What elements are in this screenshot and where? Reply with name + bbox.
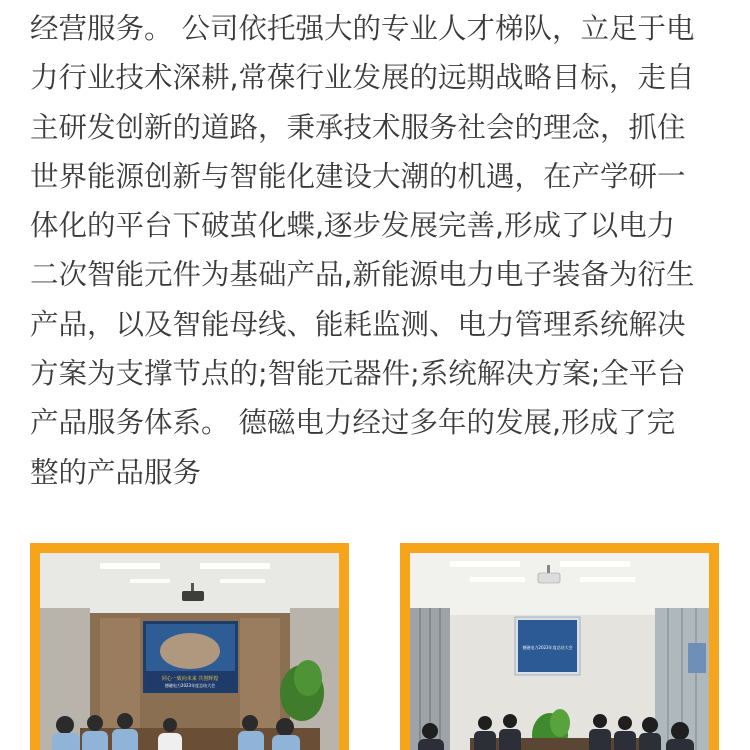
article-line: 产品服务体系。 德磁电力经过多年的发展,形成了完 xyxy=(30,406,676,440)
left-screen-title: 同心一致向未来 共创辉煌 xyxy=(161,676,219,682)
right-screen-title: 德磁电力2023年度总结大会 xyxy=(522,645,573,650)
article-line: 世界能源创新与智能化建设大潮的机遇，在产学研一 xyxy=(30,159,686,193)
article-line: 经营服务。 公司依托强大的专业人才梯队，立足于电 xyxy=(30,12,695,45)
article-line: 方案为支撑节点的;智能元器件;系统解决方案;全平台 xyxy=(30,357,686,391)
article-line: 主研发创新的道路，秉承技术服务社会的理念，抓住 xyxy=(30,110,686,144)
article-line: 整的产品服务 xyxy=(30,455,202,489)
left-screen-subtitle: 德磁电力2023年度总结大会 xyxy=(164,683,216,688)
conference-room-illustration xyxy=(410,553,709,750)
meeting-photo-right[interactable] xyxy=(400,543,719,750)
meeting-room-illustration xyxy=(40,553,339,750)
meeting-photo-left[interactable] xyxy=(30,543,349,750)
article-line: 产品，以及智能母线、能耗监测、电力管理系统解决 xyxy=(30,307,686,341)
article-line: 体化的平台下破茧化蝶,逐步发展完善,形成了以电力 xyxy=(30,209,676,243)
article-line: 二次智能元件为基础产品,新能源电力电子装备为衍生 xyxy=(30,258,695,292)
meeting-photo-left-image xyxy=(40,553,339,750)
article-body xyxy=(30,4,730,497)
meeting-photo-right-image xyxy=(410,553,709,750)
article-line: 力行业技术深耕,常葆行业发展的远期战略目标，走自 xyxy=(30,61,695,95)
